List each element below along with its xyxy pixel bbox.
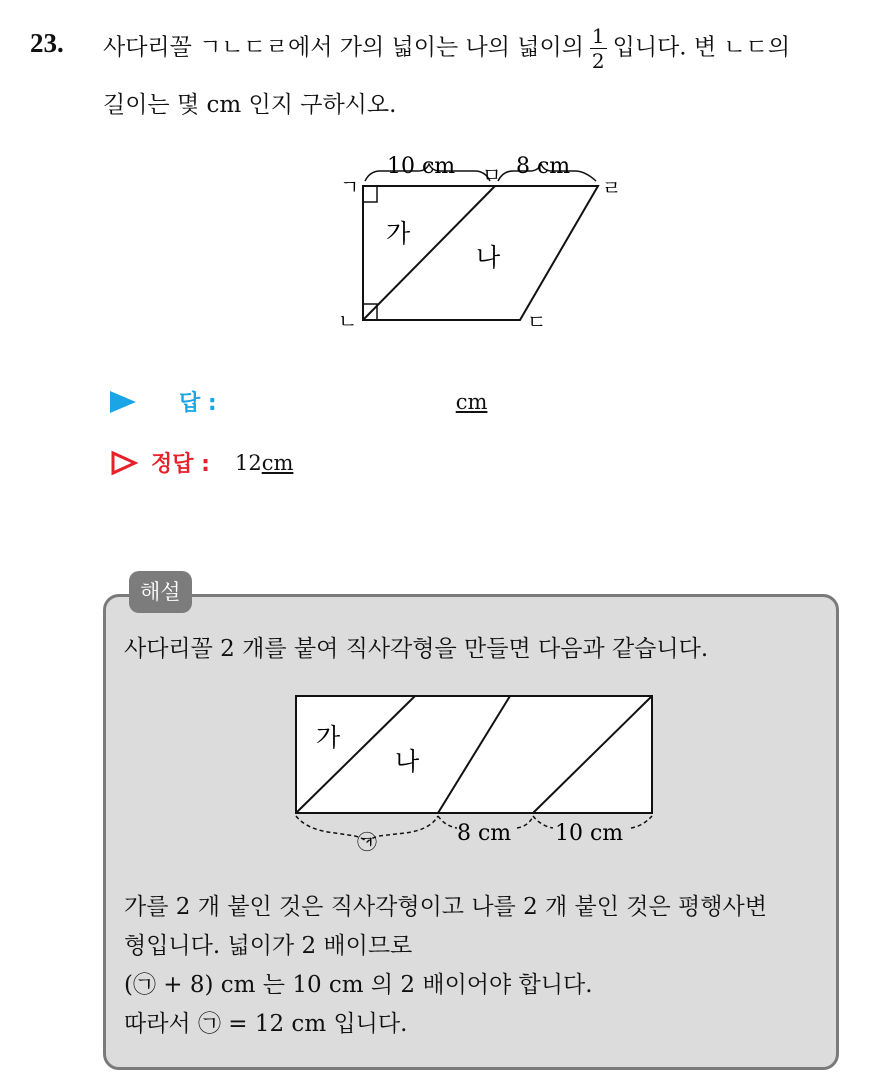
rect-region-ga-label: 가: [316, 723, 341, 752]
vertex-label-c: ㄷ: [527, 310, 547, 334]
middle-length-label: 8 cm: [457, 821, 512, 846]
solution-line-4: (㉠ + 8) cm 는 10 cm 의 2 배이어야 합니다.: [124, 972, 593, 998]
region-na-label: 나: [476, 243, 501, 272]
answer-blank-unit[interactable]: cm: [455, 389, 488, 414]
rect-region-na-label: 나: [395, 747, 420, 776]
vertex-label-a: ㄱ: [340, 175, 360, 199]
question-line-1: [103, 26, 790, 71]
question-text-before-fraction: 사다리꼴 ㄱㄴㄷㄹ에서 가의 넓이는 나의 넓이의: [103, 34, 584, 61]
right-length-label: 10 cm: [555, 821, 624, 846]
question-text-after-fraction: 입니다. 변 ㄴㄷ의: [612, 34, 791, 61]
question-line-2: 길이는 몇 cm 인지 구하시오.: [103, 92, 397, 118]
fraction-numerator: 1: [591, 24, 605, 48]
answer-row: [110, 386, 487, 417]
unknown-circle-label: ㉠: [357, 830, 377, 854]
fraction: [590, 26, 607, 71]
right-angle-mark-top: [363, 186, 377, 202]
vertex-label-d: ㄹ: [602, 176, 622, 200]
correct-answer-label: 정답 :: [151, 452, 210, 477]
play-triangle-icon: [110, 391, 136, 413]
correct-answer-row: [110, 447, 293, 478]
answer-label: 답 :: [179, 391, 217, 416]
correct-answer-unit: cm: [261, 450, 294, 475]
solution-line-1: 사다리꼴 2 개를 붙여 직사각형을 만들면 다음과 같습니다.: [124, 636, 709, 662]
fraction-denominator: 2: [591, 49, 605, 73]
top-left-length: 10 cm: [387, 154, 456, 179]
solution-line-3: 형입니다. 넓이가 2 배이므로: [124, 933, 413, 959]
correct-answer-number: 12: [234, 450, 262, 475]
top-right-length: 8 cm: [516, 154, 571, 179]
correct-answer-value: [235, 451, 293, 475]
trapezoid-figure: [330, 150, 640, 340]
vertex-label-b: ㄴ: [338, 309, 358, 333]
solution-tag: 해설: [129, 571, 192, 613]
vertex-label-e: ㅁ: [482, 163, 502, 187]
region-ga-label: 가: [386, 219, 411, 248]
solution-line-2: 가를 2 개 붙인 것은 직사각형이고 나를 2 개 붙인 것은 평행사변: [124, 894, 767, 920]
solution-line-5: 따라서 ㉠ = 12 cm 입니다.: [124, 1011, 408, 1037]
rectangle-figure: [285, 688, 665, 858]
outline-triangle-icon: [110, 450, 138, 476]
question-number: 23.: [30, 28, 64, 58]
